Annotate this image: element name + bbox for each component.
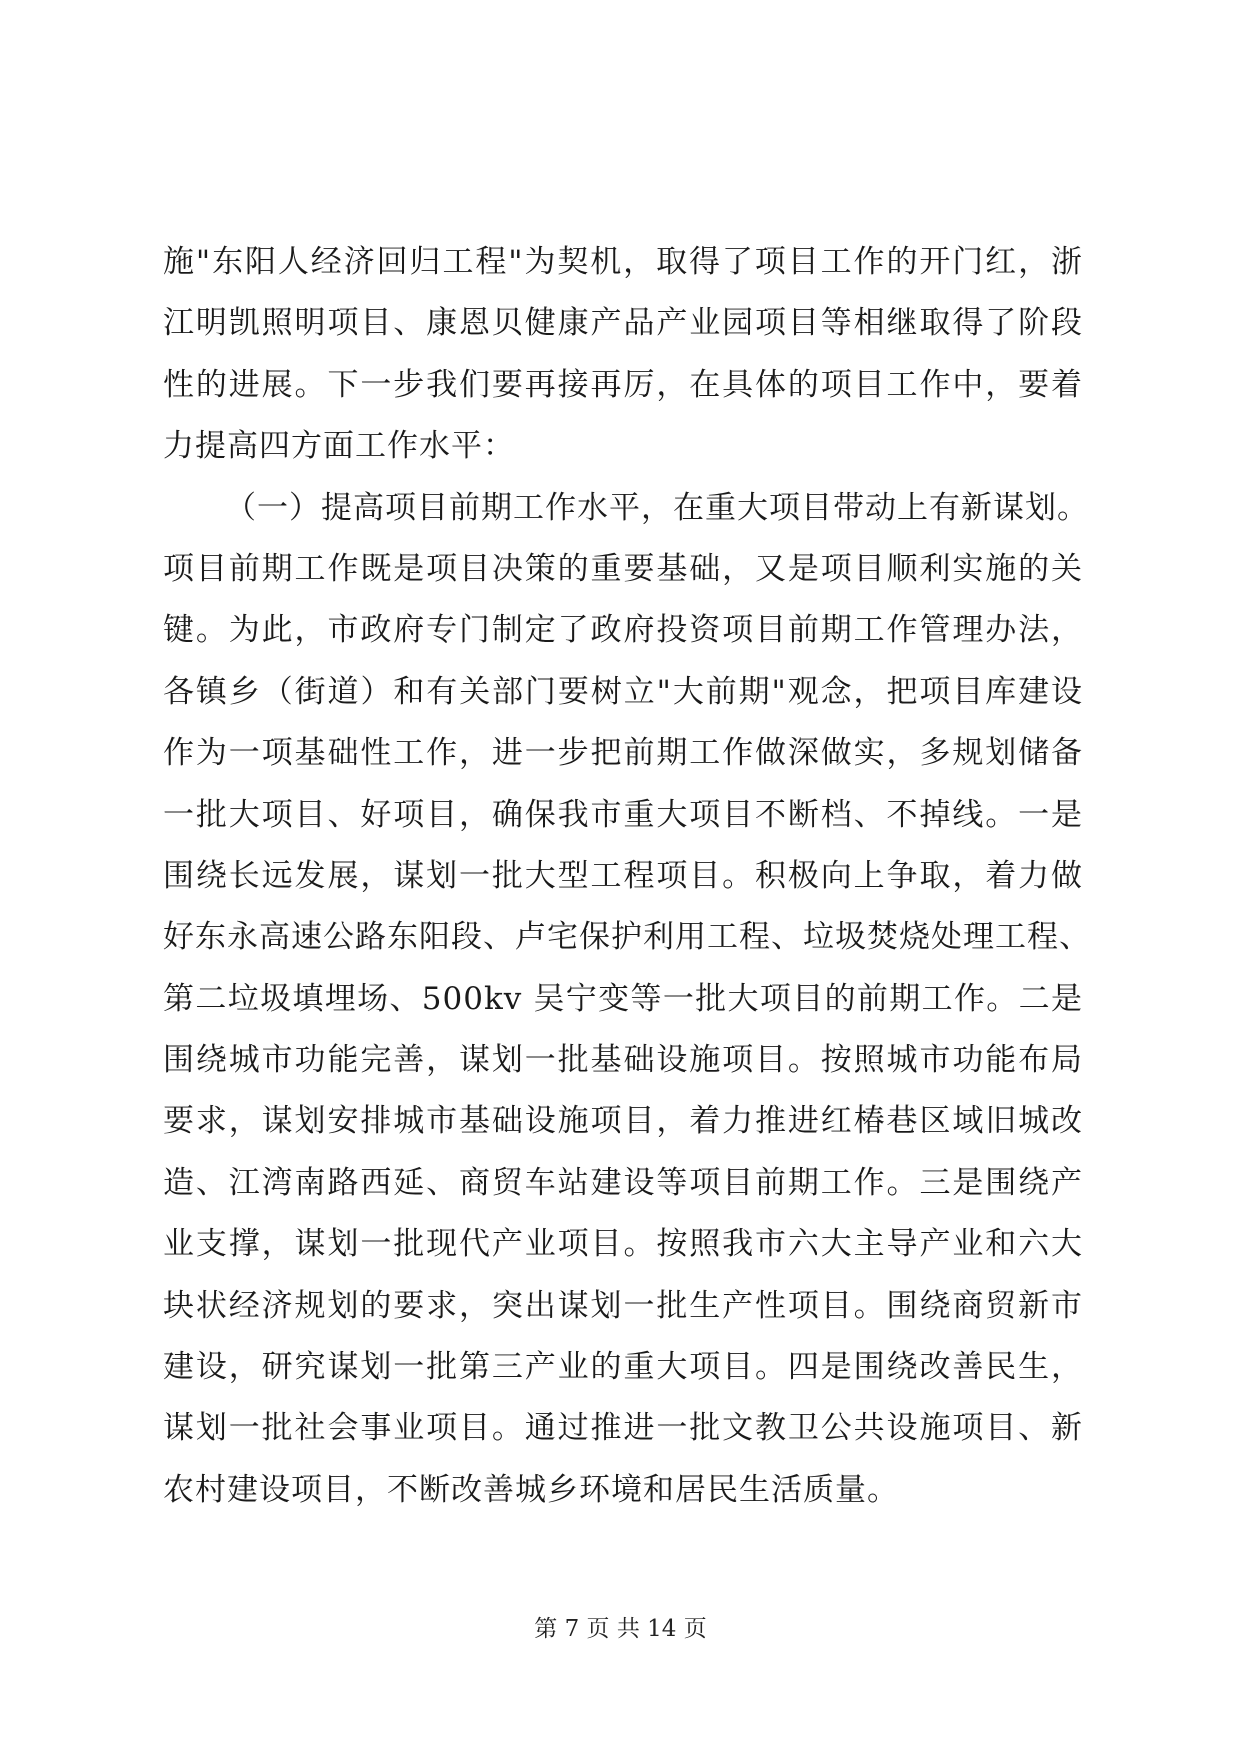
text-line: 建设，研究谋划一批第三产业的重大项目。四是围绕改善民生， xyxy=(163,1349,1083,1386)
text-line: 键。为此，市政府专门制定了政府投资项目前期工作管理办法， xyxy=(163,612,1083,649)
text-line: 要求，谋划安排城市基础设施项目，着力推进红椿巷区域旧城改 xyxy=(163,1103,1083,1140)
text-line: 性的进展。下一步我们要再接再厉，在具体的项目工作中，要着 xyxy=(163,366,1083,403)
text-line: 农村建设项目，不断改善城乡环境和居民生活质量。 xyxy=(163,1471,899,1508)
text-line: 谋划一批社会事业项目。通过推进一批文教卫公共设施项目、新 xyxy=(163,1410,1083,1447)
text-line: 作为一项基础性工作，进一步把前期工作做深做实，多规划储备 xyxy=(163,735,1083,772)
text-line: 项目前期工作既是项目决策的重要基础，又是项目顺利实施的关 xyxy=(163,550,1083,587)
text-line: 施"东阳人经济回归工程"为契机，取得了项目工作的开门红，浙 xyxy=(163,244,1083,280)
text-line: 江明凯照明项目、康恩贝健康产品产业园项目等相继取得了阶段 xyxy=(163,305,1083,342)
text-line: 围绕城市功能完善，谋划一批基础设施项目。按照城市功能布局 xyxy=(163,1042,1083,1079)
text-line: 块状经济规划的要求，突出谋划一批生产性项目。围绕商贸新市 xyxy=(163,1287,1083,1324)
text-line: 各镇乡（街道）和有关部门要树立"大前期"观念，把项目库建设 xyxy=(163,673,1083,710)
text-line: 业支撑，谋划一批现代产业项目。按照我市六大主导产业和六大 xyxy=(163,1226,1083,1263)
section-heading-line: （一）提高项目前期工作水平，在重大项目带动上有新谋划。 xyxy=(225,489,1089,526)
text-line: 好东永高速公路东阳段、卢宅保护利用工程、垃圾焚烧处理工程、 xyxy=(163,919,1091,956)
text-line: 第二垃圾填埋场、500kv 吴宁变等一批大项目的前期工作。二是 xyxy=(163,980,1083,1017)
body-text xyxy=(163,232,1091,1521)
text-line: 围绕长远发展，谋划一批大型工程项目。积极向上争取，着力做 xyxy=(163,857,1083,894)
text-line: 造、江湾南路西延、商贸车站建设等项目前期工作。三是围绕产 xyxy=(163,1164,1083,1201)
text-line: 力提高四方面工作水平： xyxy=(163,428,515,465)
page-number: 第 7 页 共 14 页 xyxy=(534,1616,707,1642)
text-line: 一批大项目、好项目，确保我市重大项目不断档、不掉线。一是 xyxy=(163,796,1083,833)
